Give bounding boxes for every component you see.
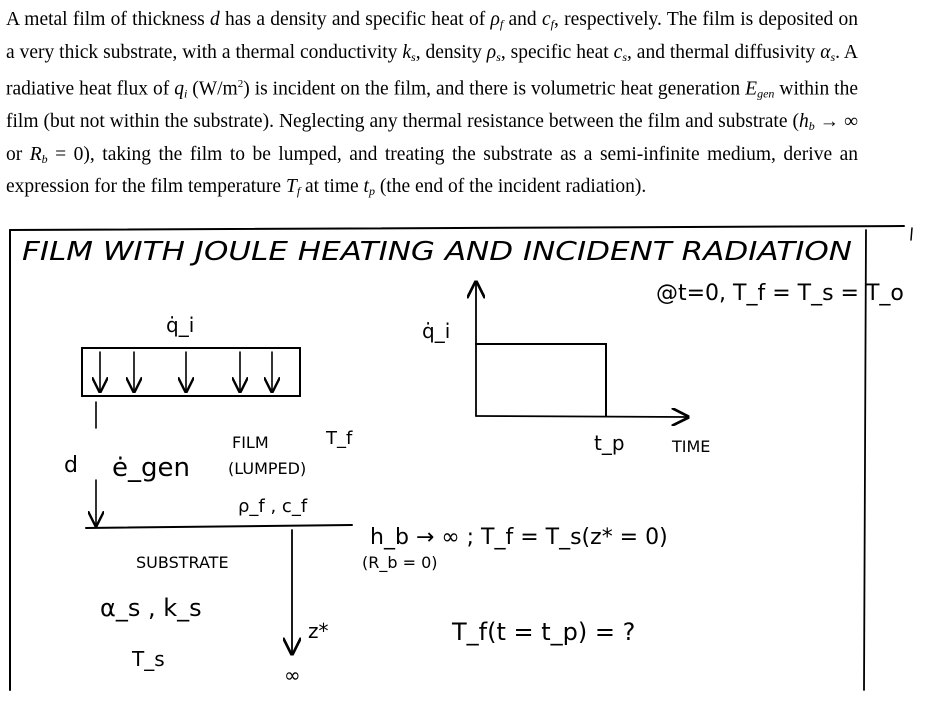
substrate-properties: α_s , k_s: [100, 594, 202, 622]
text: → ∞ or: [6, 111, 859, 165]
flux-pulse-line: [476, 344, 606, 416]
infinity-label: ∞: [284, 663, 301, 687]
frame-top-line: [10, 226, 904, 230]
text: , specific heat: [500, 41, 614, 63]
subscript: gen: [757, 86, 775, 101]
text: Neglecting any thermal resistance between the film and substrate (: [278, 111, 799, 132]
problem-paragraph: [6, 6, 858, 206]
subscript: s: [830, 49, 836, 64]
problem-statement: [6, 6, 858, 206]
tp-label: t_p: [594, 431, 625, 455]
z-star-label: z*: [308, 619, 329, 643]
flux-label-graph: q̇_i: [422, 319, 451, 343]
symbol-rho: ρ: [486, 41, 497, 63]
symbol-d: d: [210, 9, 220, 30]
text: A metal film of thickness: [6, 9, 211, 30]
flux-label-left: q̇_i: [166, 313, 195, 337]
flux-arrows: [100, 352, 272, 390]
text: . A radiative heat flux of: [6, 41, 858, 100]
text: at time: [300, 176, 364, 197]
flux-box: [82, 348, 300, 396]
symbol-c: c: [541, 9, 551, 30]
symbol-k: k: [402, 41, 412, 63]
text: , density: [415, 41, 487, 63]
text: ) is incident on the film, and there is volumetric heat generation: [243, 78, 746, 100]
text: , and thermal diffusivity: [626, 41, 821, 63]
text: , respectively. The film is deposited on a very thick substrate, with a thermal conductivity: [6, 9, 858, 63]
hb-condition: h_b → ∞ ; T_f = T_s(z* = 0): [370, 525, 668, 550]
text: (the end of the incident radiation).: [374, 176, 647, 197]
thickness-label: d: [64, 453, 78, 478]
symbol-t: t: [363, 176, 369, 197]
substrate-label: SUBSTRATE: [136, 553, 229, 572]
initial-condition: @t=0, T_f = T_s = T_o: [656, 281, 904, 306]
subscript: b: [41, 151, 48, 166]
symbol-rho: ρ: [490, 9, 500, 30]
subscript: f: [296, 184, 301, 198]
subscript: s: [622, 49, 627, 64]
handwritten-diagram: [0, 220, 930, 727]
time-axis-label: TIME: [672, 437, 711, 456]
symbol-h: h: [798, 111, 809, 132]
subscript: s: [411, 49, 416, 64]
symbol-q-dot: q: [174, 78, 184, 100]
subscript: p: [368, 184, 375, 198]
film-label: FILM: [232, 433, 269, 452]
superscript: 2: [237, 78, 244, 90]
symbol-T: T: [285, 176, 297, 197]
rb-condition: (R_b = 0): [362, 553, 438, 572]
symbol-alpha: α: [820, 41, 831, 63]
text: within the film (but not within the substrate).: [6, 78, 858, 132]
tick-mark: [911, 228, 912, 240]
egen-label: ė_gen: [112, 453, 190, 483]
text: = 0), taking the film to be lumped, and treating the substrate as a semi-infinite medium, derive an expression for the film temperature: [6, 143, 858, 197]
subscript: b: [808, 119, 815, 133]
film-substrate-interface: [86, 525, 352, 528]
subscript: f: [550, 17, 554, 31]
question: T_f(t = t_p) = ?: [452, 618, 636, 646]
subscript: s: [496, 49, 501, 64]
symbol-c: c: [613, 41, 623, 63]
symbol-e-dot: E: [745, 78, 758, 100]
text: has a density and specific heat of: [219, 9, 491, 30]
subscript: f: [499, 17, 504, 31]
film-properties: ρ_f , c_f: [238, 496, 308, 517]
ts-label: T_s: [132, 647, 165, 671]
diagram-title: FILM WITH JOULE HEATING AND INCIDENT RADIATION: [22, 237, 852, 267]
text: (W/m: [187, 78, 238, 100]
lumped-label: (LUMPED): [228, 459, 307, 478]
tf-label: T_f: [326, 428, 353, 449]
text: and: [503, 9, 542, 30]
symbol-R: R: [29, 143, 42, 165]
subscript: i: [183, 86, 188, 101]
graph-time-axis: [476, 416, 686, 417]
